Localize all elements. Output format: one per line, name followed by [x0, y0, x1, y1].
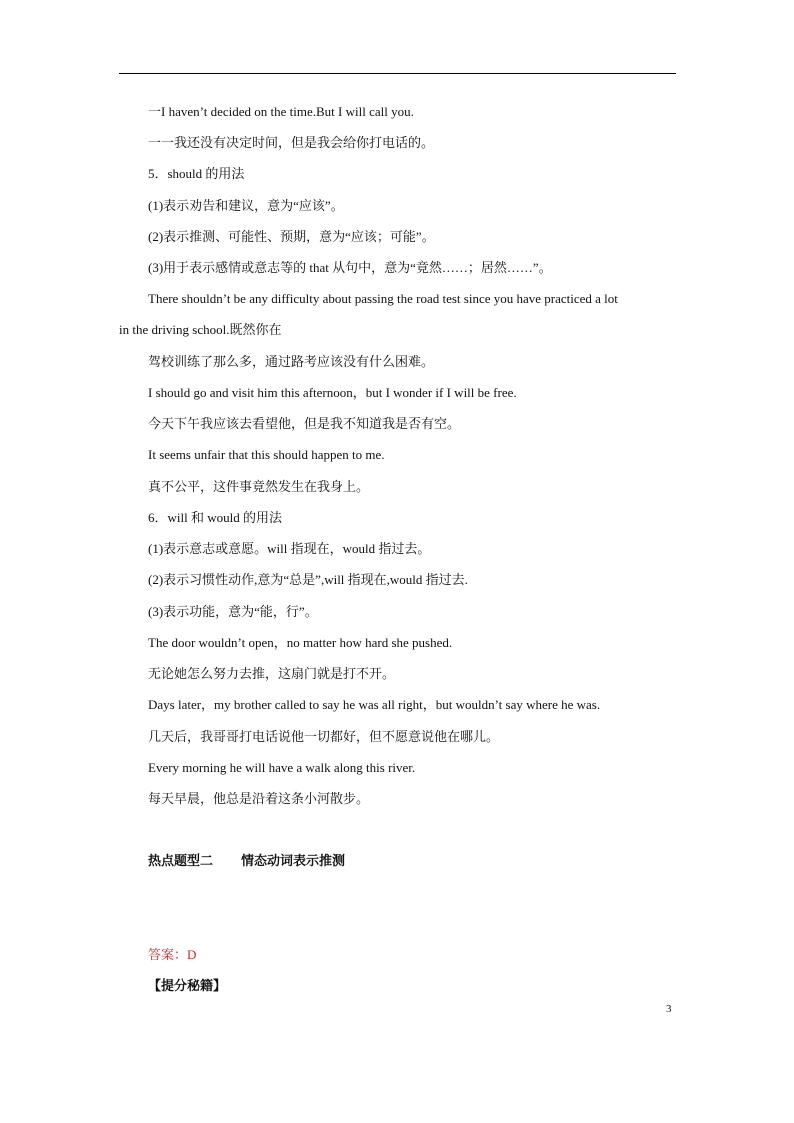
will-would-usage-1: (1)表示意志或意愿。will 指现在，would 指过去。: [148, 541, 431, 556]
should-usage-3: (3)用于表示感情或意志等的 that 从句中，意为“竟然……；居然……”。: [148, 260, 552, 275]
example-river-english: Every morning he will have a walk along this river.: [148, 760, 416, 775]
dialogue-chinese: 一一我还没有决定时间，但是我会给你打电话的。: [148, 135, 435, 150]
hot-topic-heading: [148, 852, 345, 870]
example-river-chinese: 每天早晨，他总是沿着这条小河散步。: [148, 791, 370, 806]
should-usage-1: (1)表示劝告和建议，意为“应该”。: [148, 198, 344, 213]
will-would-usage-2: (2)表示习惯性动作,意为“总是”,will 指现在,would 指过去.: [148, 572, 468, 587]
section-6-title: 6．will 和 would 的用法: [148, 510, 282, 525]
example-visit-english: I should go and visit him this afternoon，but I wonder if I will be free.: [148, 385, 517, 400]
example-road-test-english: There shouldn’t be any difficulty about passing the road test since you have practiced a lot: [148, 291, 618, 306]
example-visit-chinese: 今天下午我应该去看望他，但是我不知道我是否有空。: [148, 416, 461, 431]
header-rule: [119, 73, 676, 74]
section-5-title: 5．should 的用法: [148, 166, 245, 181]
example-road-test-continued: in the driving school.既然你在: [119, 322, 282, 337]
answer-text: 答案：D: [148, 947, 197, 962]
tips-heading: 【提分秘籍】: [148, 978, 227, 993]
example-door-english: The door wouldn’t open，no matter how hard she pushed.: [148, 635, 453, 650]
example-brother-english: Days later，my brother called to say he was all right，but wouldn’t say where he was.: [148, 697, 601, 712]
hot-topic-label: 热点题型二: [148, 853, 214, 868]
should-usage-2: (2)表示推测、可能性、预期，意为“应该；可能”。: [148, 229, 435, 244]
example-road-test-chinese: 驾校训练了那么多，通过路考应该没有什么困难。: [148, 354, 435, 369]
will-would-usage-3: (3)表示功能，意为“能，行”。: [148, 604, 318, 619]
example-door-chinese: 无论她怎么努力去推，这扇门就是打不开。: [148, 666, 396, 681]
example-brother-chinese: 几天后，我哥哥打电话说他一切都好，但不愿意说他在哪儿。: [148, 729, 500, 744]
page-number: 3: [666, 1003, 672, 1015]
example-unfair-english: It seems unfair that this should happen to me.: [148, 447, 385, 462]
dialogue-english: 一I haven’t decided on the time.But I will call you.: [148, 104, 414, 119]
hot-topic-title: 情态动词表示推测: [241, 853, 346, 868]
example-unfair-chinese: 真不公平，这件事竟然发生在我身上。: [148, 479, 370, 494]
